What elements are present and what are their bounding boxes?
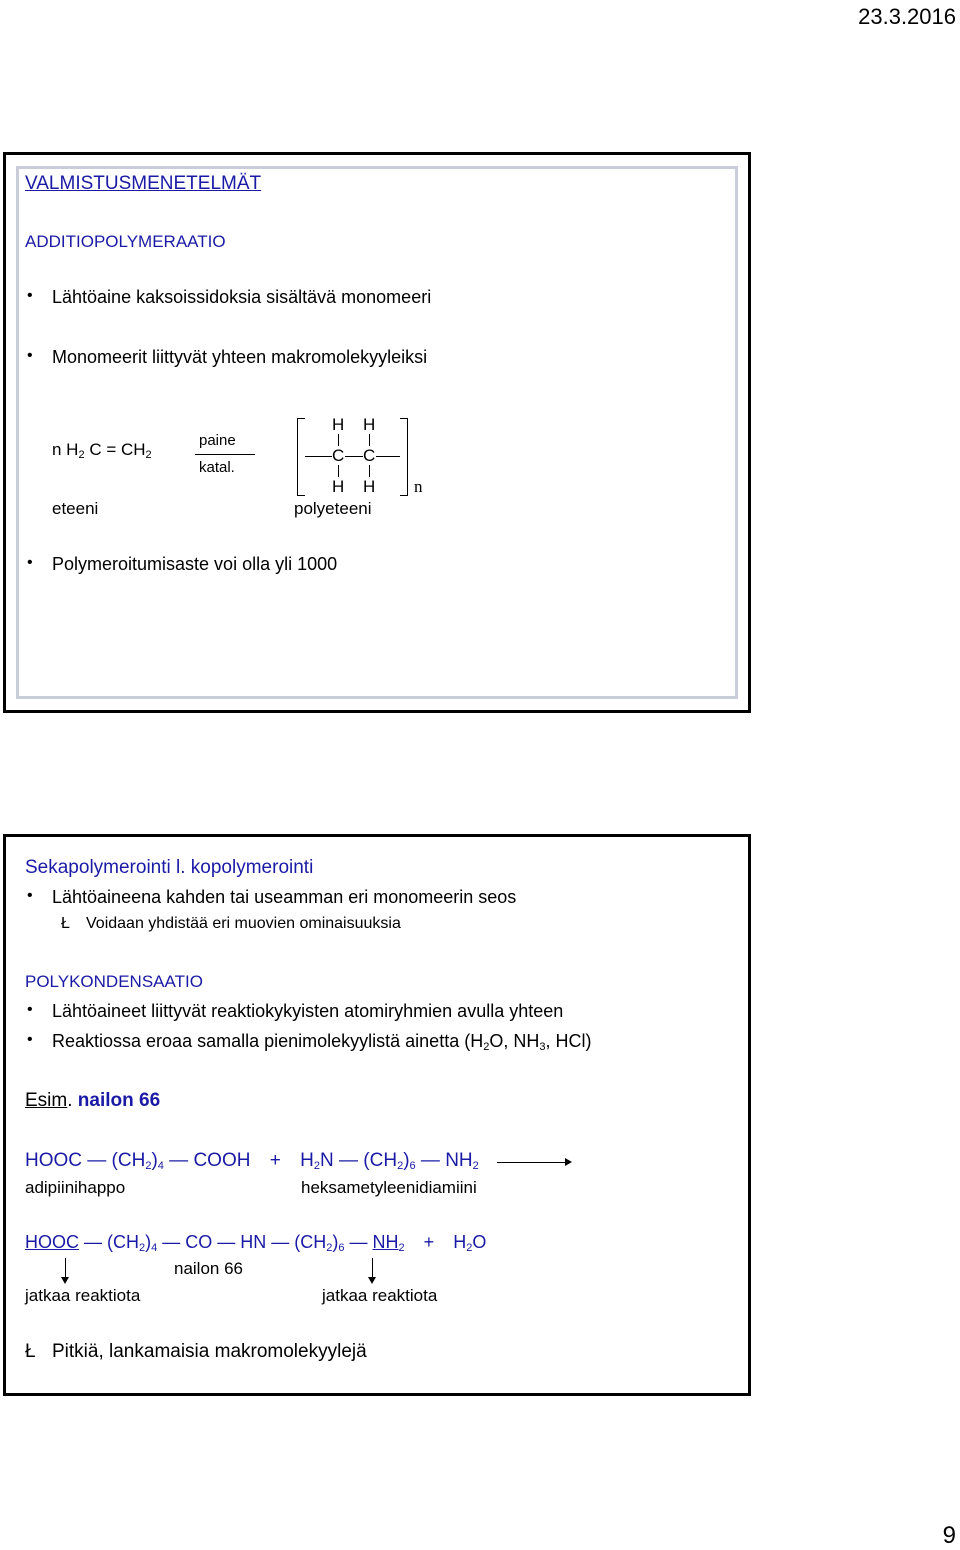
conclusion-marker: Ł [25,1341,36,1362]
bullet-icon: • [27,1001,33,1018]
bond-bottom-1 [338,465,339,477]
label-continue-right: jatkaa reaktiota [322,1286,438,1305]
slide1-bullet-1: Lähtöaine kaksoissidoksia sisältävä monomeeri [52,287,432,307]
bullet-icon: • [27,287,33,304]
arrow-down-left-line [65,1258,66,1278]
atom-h-top-1: H [332,415,345,434]
bond-top-2 [369,434,370,446]
equation-product: HOOC — $(CH_2)_4$ — CO — HN — $(CH_2)_6$ — $NH_2 + H_2O$ [25,1232,487,1254]
slide1-bullet-2: Monomeerit liittyvät yhteen makromolekyyleiksi [52,347,428,367]
label-hexamethylenediamine: heksametyleenidiamiini [301,1178,477,1197]
arrow-down-icon [368,1277,376,1284]
product-label: polyeteeni [294,499,372,518]
slide2-bullet-2: Lähtöaineet liittyvät reaktiokykyisten atomiryhmien avulla yhteen [52,1001,564,1021]
slide2-bullet-3: Reaktiossa eroaa samalla pienimolekyylistä ainetta ($H_2O$, $NH_3$, HCl) [52,1031,592,1053]
bullet-icon: • [27,554,33,571]
bullet-icon: • [27,347,33,364]
slide1-bullet-3: Polymeroitumisaste voi olla yli 1000 [52,554,338,574]
page-number: 9 [942,1522,956,1549]
reactant-label: eteeni [52,499,99,518]
bracket-left-bottom [297,495,305,496]
equation-reactants: HOOC — $(CH_2)_4$ — COOH + $H_2N$ — $(CH_2)_6$ — $NH_2$ [25,1150,479,1172]
condition-pressure: paine [199,432,236,449]
label-continue-left: jatkaa reaktiota [25,1286,141,1305]
bracket-right-bottom [400,495,408,496]
bracket-right-top [400,418,408,419]
slide2-title: Sekapolymerointi l. kopolymerointi [25,857,314,878]
condition-catalyst: katal. [199,459,235,476]
arrow-head-icon [565,1158,572,1166]
atom-h-top-2: H [363,415,376,434]
bracket-right [407,418,408,496]
bracket-left [297,418,298,496]
bond-bottom-2 [369,465,370,477]
atom-c-1: C [332,446,345,465]
atom-c-2: C [363,446,376,465]
bullet-icon: • [27,1031,33,1048]
reactant-formula: n $H_2$ $C = CH_2$ [52,440,152,461]
bond-top-1 [338,434,339,446]
arrow-down-icon [61,1277,69,1284]
slide1-title: VALMISTUSMENETELMÄT [25,173,262,194]
bond-left [305,456,332,457]
bullet-icon: • [27,887,33,904]
slide2-sub-bullet: Voidaan yhdistää eri muovien ominaisuuksia [86,915,401,932]
arrow-down-right-line [372,1258,373,1278]
bracket-left-top [297,418,305,419]
date-header: 23.3.2016 [858,4,956,29]
label-adipic-acid: adipiinihappo [25,1178,126,1197]
reaction-arrow-line [195,454,255,455]
slide2-bullet-1: Lähtöaineena kahden tai useamman eri monomeerin seos [52,887,517,907]
atom-h-bottom-1: H [332,477,345,496]
atom-h-bottom-2: H [363,477,376,496]
slide1-subtitle: ADDITIOPOLYMERAATIO [25,232,226,251]
bond-cc [345,456,363,457]
conclusion-text: Pitkiä, lankamaisia makromolekyylejä [52,1341,367,1362]
repeat-n: n [414,477,423,496]
reaction-arrow-line [497,1162,565,1163]
section-polykondensaatio-title: POLYKONDENSAATIO [25,972,203,991]
bond-right [376,456,400,457]
example-label: Esim. nailon 66 [25,1090,161,1111]
label-nylon-66: nailon 66 [174,1259,244,1278]
sub-bullet-marker: Ł [61,915,70,932]
